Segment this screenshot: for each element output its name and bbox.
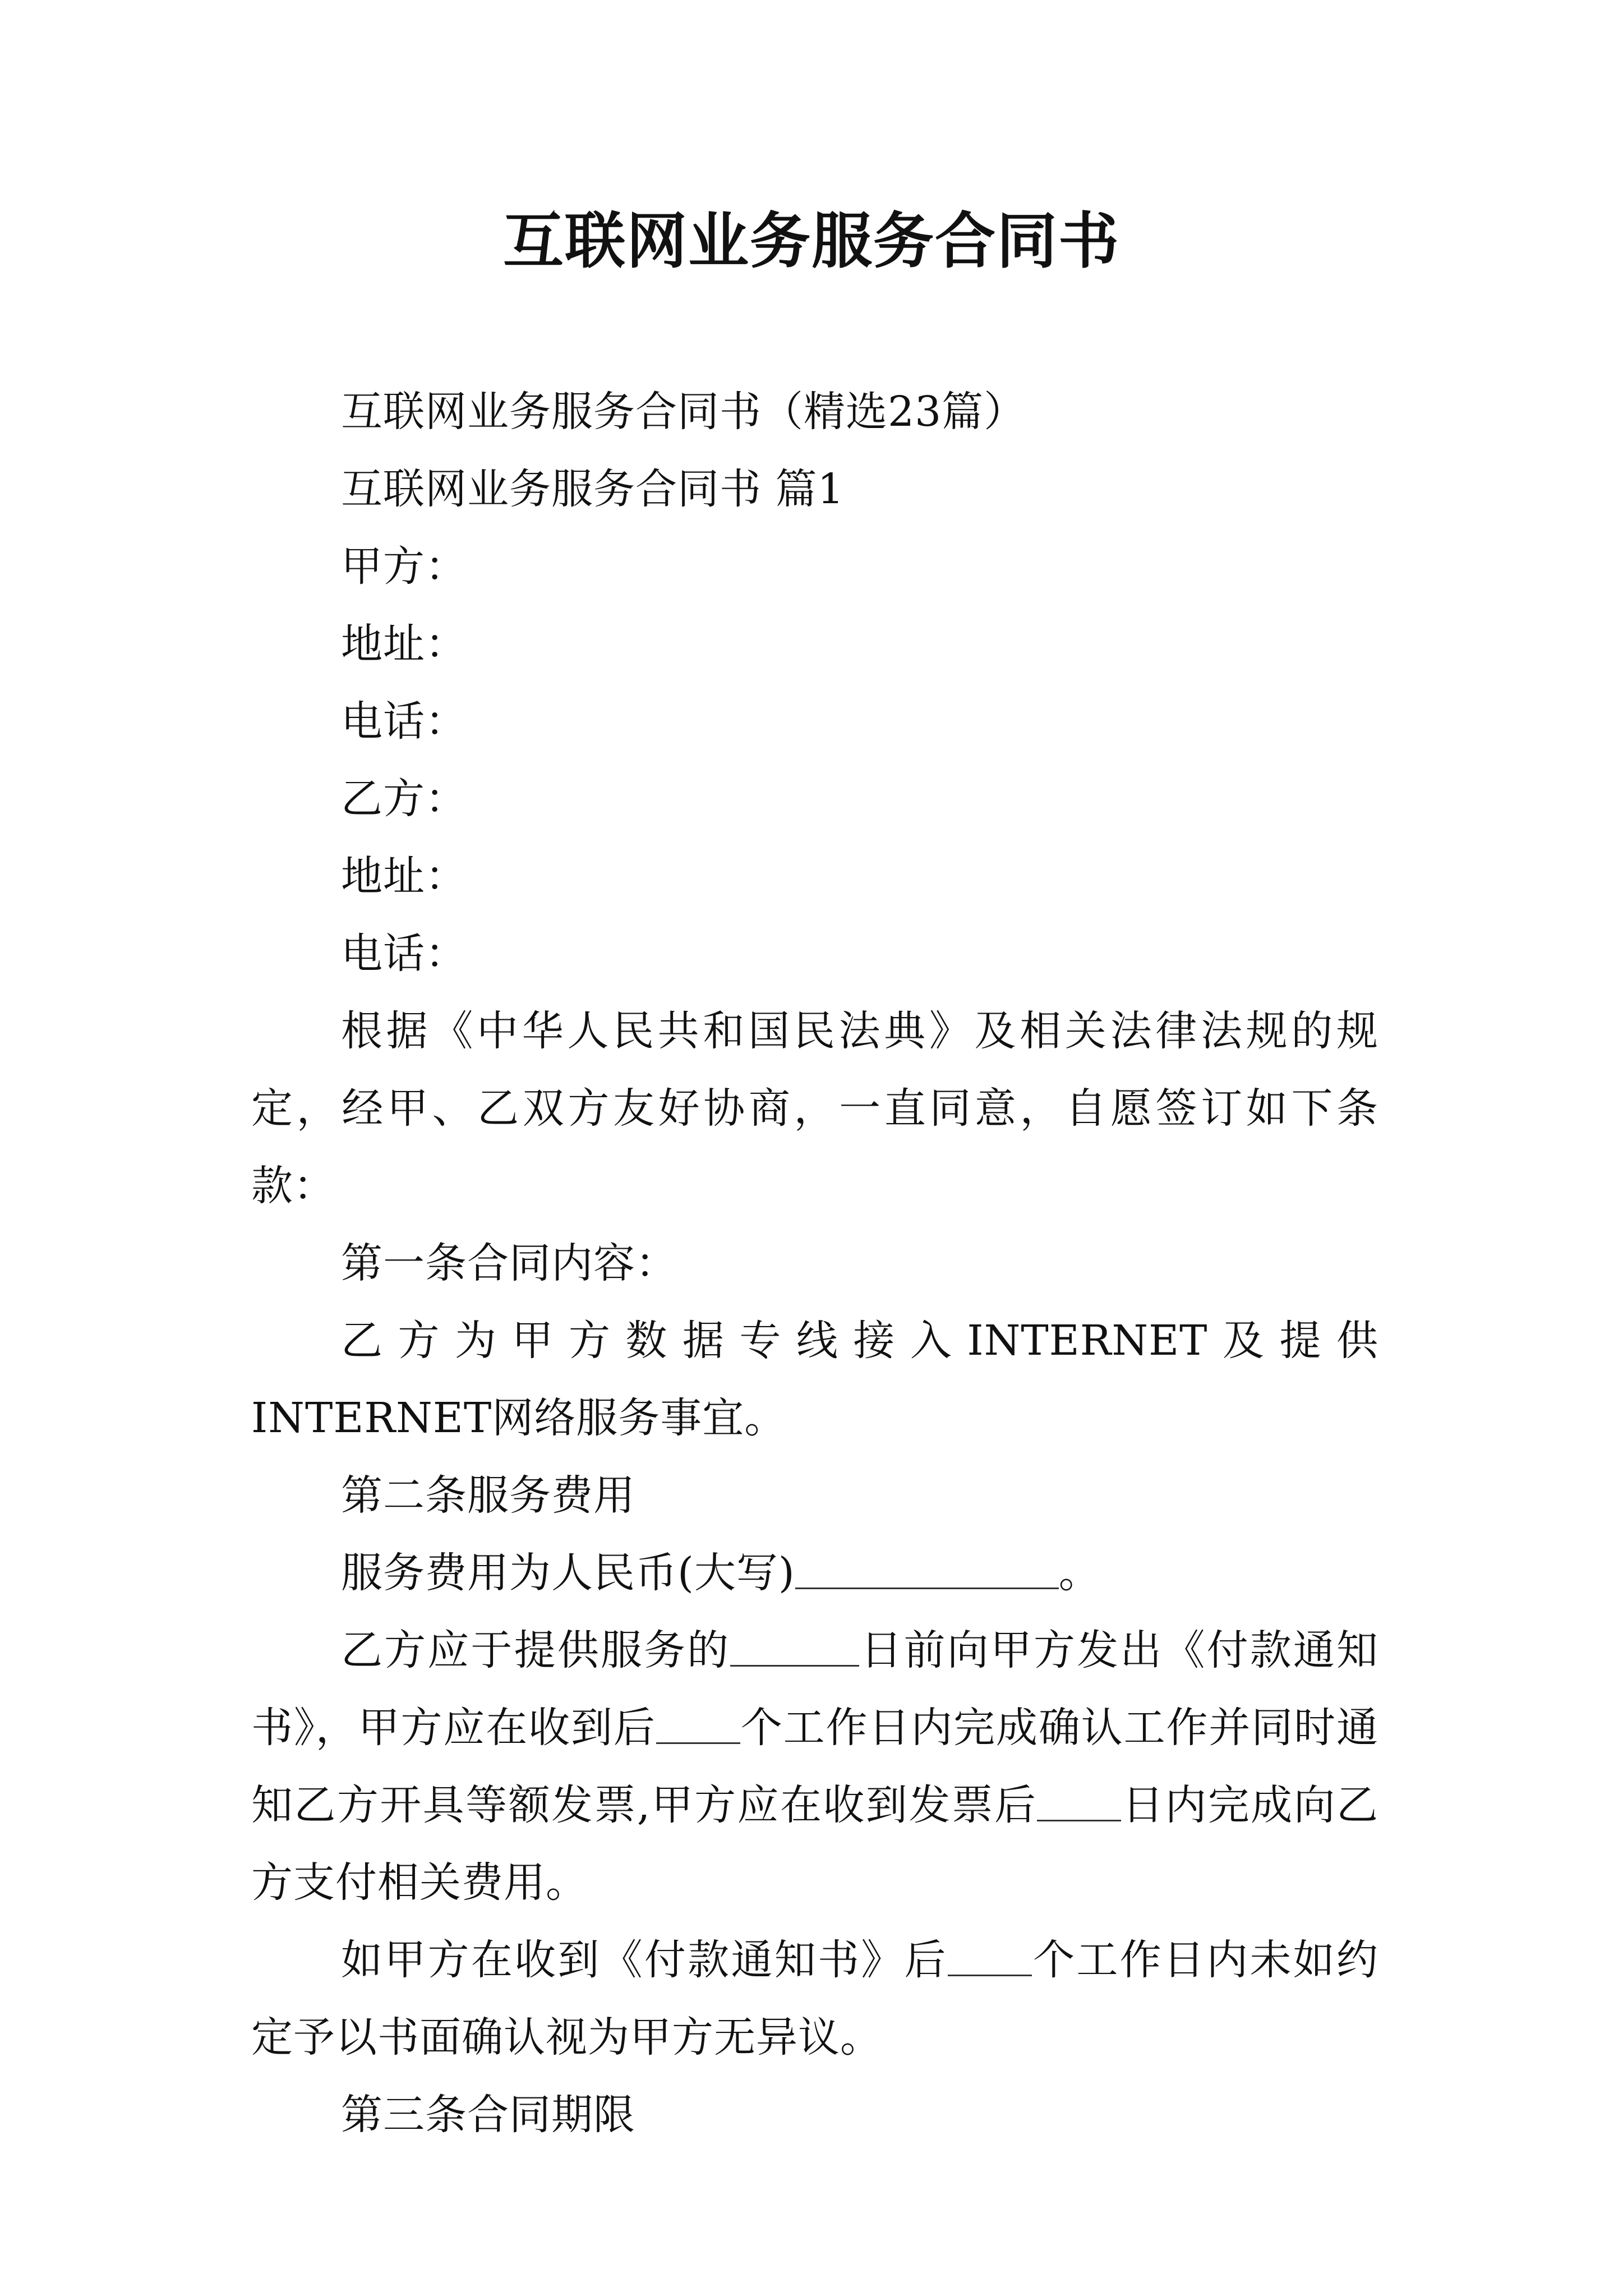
days-before-blank	[730, 1627, 859, 1667]
payment-text-4: 日内完成向乙方支付相关费用。	[251, 1781, 1378, 1907]
document-body	[251, 373, 1378, 2154]
payment-paragraph	[251, 1612, 1378, 1921]
party-a-label: 甲方：	[341, 542, 467, 591]
payment-text-2: 日前向甲方发出《付款通知书》，甲方应在收到后	[251, 1626, 1379, 1752]
article-3-heading: 第三条合同期限	[341, 2091, 635, 2139]
article-1-heading: 第一条合同内容：	[341, 1239, 677, 1287]
workdays-blank	[948, 1937, 1032, 1976]
party-b-phone-label: 电话：	[341, 930, 467, 978]
fee-prefix: 服务费用为人民币(大写)	[341, 1549, 795, 1597]
workdays-confirm-blank	[656, 1705, 740, 1744]
fee-suffix: 。	[1058, 1549, 1101, 1597]
fee-paragraph	[251, 1534, 1378, 1612]
preamble-paragraph: 根据《中华人民共和国民法典》及相关法律法规的规定，经甲、乙双方友好协商，一直同意，自愿签订如下条款：	[251, 1007, 1378, 1210]
subtitle: 互联网业务服务合同书（精选23篇）	[341, 388, 1026, 436]
party-b-address-label: 地址：	[341, 852, 467, 900]
confirm-text-2: 个工作日内未如约定予以书面确认视为甲方无异议。	[251, 1936, 1379, 2062]
party-a-address-label: 地址：	[341, 620, 467, 668]
fee-amount-blank	[795, 1550, 1059, 1589]
party-b-label: 乙方：	[341, 775, 467, 823]
confirmation-paragraph	[251, 1921, 1378, 2076]
page-title: 互联网业务服务合同书	[502, 206, 1120, 277]
party-a-phone-label: 电话：	[341, 697, 467, 746]
article-2-heading: 第二条服务费用	[341, 1471, 635, 1520]
payment-text-3: 个工作日内完成确认工作并同时通知乙方开具等额发票,甲方应在收到发票后	[251, 1704, 1379, 1829]
payment-text-1: 乙方应于提供服务的	[341, 1626, 731, 1674]
section-heading: 互联网业务服务合同书 篇1	[341, 465, 845, 513]
article-1-paragraph: 乙方为甲方数据专线接入INTERNET及提供INTERNET网络服务事宜。	[251, 1317, 1378, 1442]
confirm-text-1: 如甲方在收到《付款通知书》后	[341, 1936, 948, 1984]
days-pay-blank	[1037, 1782, 1121, 1821]
